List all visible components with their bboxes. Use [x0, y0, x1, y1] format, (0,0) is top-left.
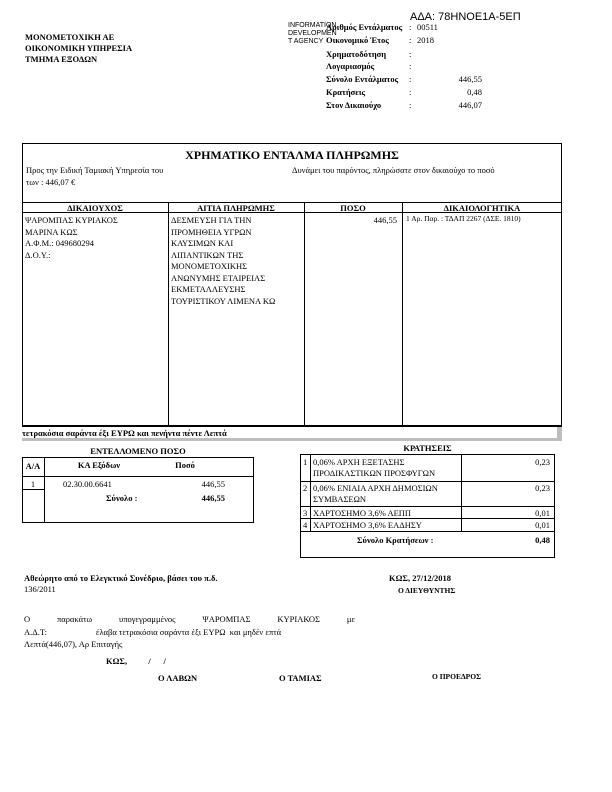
beneficiary-line: ΜΑΡΙΝΑ ΚΩΣ: [25, 226, 78, 237]
field-label: Λογαριασμός: [326, 61, 375, 71]
deduction-amount: 0,23: [535, 457, 550, 467]
col-divider: [168, 202, 169, 426]
audit-line: 136/2011: [24, 584, 56, 594]
warrant-title: ΧΡΗΜΑΤΙΚΟ ΕΝΤΑΛΜΑ ΠΛΗΡΩΜΗΣ: [185, 148, 399, 162]
agency-line: INFORMATION: [288, 22, 337, 29]
field-label: Χρηματοδότηση: [326, 49, 387, 59]
reason-block: [171, 215, 275, 307]
kos-signature-line: ΚΩΣ, / /: [106, 656, 166, 666]
amount-in-words: τετρακόσια σαράντα έξι ΕΥΡΩ και πενήντα πέντε Λεπτά: [22, 428, 227, 438]
col-divider: [304, 202, 305, 426]
audit-line: Αθεώρητο από το Ελεγκτικό Συνέδριο, βάσει του π.δ.: [24, 573, 218, 583]
commitment-total: 446,55: [201, 493, 225, 503]
col-header-beneficiary: ΔΙΚΑΙΟΥΧΟΣ: [67, 203, 123, 213]
org-line: ΜΟΝΟΜΕΤΟΧΙΚΗ ΑΕ: [25, 32, 115, 42]
ada-code: ΑΔΑ: 78ΗΝΟΕ1Α-5ΕΠ: [410, 11, 521, 23]
commitment-col-code: ΚΑ Εξόδων: [77, 460, 121, 470]
deduction-desc: [313, 457, 435, 479]
reason-line: ΠΡΟΜΗΘΕΙΑ ΥΓΡΩΝ: [171, 226, 252, 237]
deduction-num: 2: [303, 483, 308, 493]
deduction-desc-line: ΧΑΡΤΟΣΗΜΟ 3,6% ΕΑΔΗΣΥ: [313, 520, 422, 530]
commitment-row-rule: [22, 489, 44, 490]
intro-right: Δυνάμει του παρόντος, πληρώσατε στον δικαιούχο το ποσό: [292, 165, 495, 175]
receipt-word: με: [346, 614, 355, 624]
reason-line: ΤΟΥΡΙΣΤΙΚΟΥ ΛΙΜΕΝΑ ΚΩ: [171, 295, 276, 306]
deductions-amount-divider: [461, 454, 462, 532]
deductions-total: 0,48: [535, 535, 550, 545]
intro-amount: των : 446,07 €: [26, 177, 76, 187]
reason-line: ΑΝΩΝΥΜΗΣ ΕΤΑΙΡΕΙΑΣ: [171, 272, 266, 283]
deduction-amount: 0,23: [535, 483, 550, 493]
deduction-num: 3: [303, 508, 308, 518]
deduction-desc-line: ΠΡΟΔΙΚΑΣΤΙΚΩΝ ΠΡΟΣΦΥΓΩΝ: [313, 468, 436, 478]
deduction-desc-line: 0,06% ΑΡΧΗ ΕΞΕΤΑΣΗΣ: [313, 457, 405, 467]
deduction-desc: [313, 483, 438, 505]
reason-line: ΜΟΝΟΜΕΤΟΧΙΚΗΣ: [171, 261, 248, 271]
org-line: ΟΙΚΟΝΟΜΙΚΗ ΥΠΗΡΕΣΙΑ: [25, 43, 133, 53]
intro-left: Προς την Ειδική Ταμιακή Υπηρεσία του: [26, 165, 164, 175]
col-header-amount: ΠΟΣΟ: [340, 203, 366, 213]
col-header-reason: ΑΙΤΙΑ ΠΛΗΡΩΜΗΣ: [197, 203, 275, 213]
words-top-rule: [22, 426, 562, 427]
field-value: 2018: [417, 35, 434, 45]
beneficiary-line: Α.Φ.Μ.: 049680294: [25, 238, 95, 248]
beneficiary-line: ΨΑΡΟΜΠΑΣ ΚΥΡΙΑΚΟΣ: [25, 215, 118, 225]
warrant-amount: 446,55: [373, 215, 397, 225]
field-label: Αριθμός Εντάλματος: [326, 22, 403, 32]
deductions-row-rule: [300, 506, 555, 507]
deduction-num: 4: [303, 520, 308, 530]
field-colon: :: [409, 49, 412, 59]
receipt-word: παρακάτω: [57, 614, 93, 624]
field-colon: :: [409, 100, 412, 110]
field-colon: :: [409, 22, 412, 32]
place-date: ΚΩΣ, 27/12/2018: [389, 573, 451, 583]
audit-note: [24, 573, 218, 595]
cashier-title: Ο ΤΑΜΙΑΣ: [279, 673, 322, 683]
organization-block: [25, 32, 132, 65]
deductions-total-label: Σύνολο Κρατήσεων :: [357, 535, 434, 545]
field-label: Οικονομικό Έτος: [326, 35, 389, 45]
field-label: Στον Δικαιούχο: [326, 100, 382, 110]
reason-line: ΔΕΣΜΕΥΣΗ ΓΙΑ ΤΗΝ: [171, 215, 252, 225]
agency-line: T AGENCY: [288, 38, 324, 45]
col-divider: [402, 202, 403, 426]
reason-line: ΕΚΜΕΤΑΛΛΕΥΣΗΣ: [171, 284, 246, 294]
agency-line: DEVELOPMEN: [288, 30, 337, 37]
deductions-row-rule: [300, 481, 555, 482]
deduction-amount: 0,01: [535, 508, 550, 518]
commitment-col-aa: Α/Α: [25, 461, 41, 471]
field-colon: :: [409, 61, 412, 71]
receipt-line-1: [24, 614, 355, 624]
president-title: Ο ΠΡΟΕΔΡΟΣ: [432, 672, 481, 681]
deduction-desc-line: 0,06% ΕΝΙΑΙΑ ΑΡΧΗ ΔΗΜΟΣΙΩΝ: [313, 483, 438, 493]
receipt-line-3: Λεπτά(446,07), Αρ Επιταγής: [24, 639, 123, 649]
field-colon: :: [409, 87, 412, 97]
field-value: 446,55: [458, 74, 482, 84]
org-line: ΤΜΗΜΑ ΕΞΟΔΩΝ: [25, 54, 98, 64]
deduction-num: 1: [303, 457, 308, 467]
deductions-row-rule: [300, 531, 555, 532]
beneficiary-block: [25, 215, 118, 261]
director-title: Ο ΔΙΕΥΘΥΝΤΗΣ: [398, 586, 456, 595]
receipt-line-2: Α.Δ.Τ: έλαβα τετρακόσια σαράντα έξι ΕΥΡΩ και μηδέν επτά: [24, 627, 282, 637]
receipt-word: ΚΥΡΙΑΚΟΣ: [277, 614, 320, 624]
field-value: 446,07: [458, 100, 482, 110]
deductions-title: ΚΡΑΤΗΣΕΙΣ: [403, 443, 452, 453]
receipt-word: ΨΑΡΟΜΠΑΣ: [202, 614, 251, 624]
words-shadow-bottom: [22, 438, 562, 441]
commitment-total-label: Σύνολο :: [106, 493, 138, 503]
col-header-supporting: ΔΙΚΑΙΟΛΟΓΗΤΙΚΑ: [443, 203, 521, 213]
commitment-col-amount: Ποσό: [175, 460, 195, 470]
warrant-box: [22, 143, 562, 426]
reason-line: ΚΑΥΣΙΜΩΝ ΚΑΙ: [171, 238, 234, 248]
deduction-amount: 0,01: [535, 520, 550, 530]
field-colon: :: [409, 35, 412, 45]
deduction-desc-line: ΧΑΡΤΟΣΗΜΟ 3,6% ΑΕΠΠ: [313, 508, 412, 518]
field-value: 00511: [417, 22, 438, 32]
field-colon: :: [409, 74, 412, 84]
receipt-word: υπογεγραμμένος: [119, 614, 176, 624]
deductions-num-divider: [310, 454, 311, 532]
reason-line: ΛΙΠΑΝΤΙΚΩΝ ΤΗΣ: [171, 249, 244, 260]
commitment-row-amount: 446,55: [201, 479, 225, 489]
receipt-word: Ο: [24, 614, 31, 624]
beneficiary-line: Δ.Ο.Υ.:: [25, 249, 51, 260]
deductions-row-rule: [300, 518, 555, 519]
commitment-row-code: 02.30.00.6641: [63, 479, 112, 489]
commitment-row-aa: 1: [30, 479, 36, 489]
supporting-docs: 1 Αρ. Παρ. : ΤΔΑΠ 2267 (ΔΣΕ. 1810): [406, 214, 521, 223]
receiver-title: Ο ΛΑΒΩΝ: [158, 673, 198, 683]
field-label: Κρατήσεις: [326, 87, 366, 97]
deduction-desc-line: ΣΥΜΒΑΣΕΩΝ: [313, 494, 367, 504]
commitment-header-rule: [22, 476, 254, 477]
field-label: Σύνολο Εντάλματος: [326, 74, 399, 84]
field-value: 0,48: [467, 87, 482, 97]
commitment-title: ΕΝΤΕΛΛΟΜΕΝΟ ΠΟΣΟ: [90, 446, 186, 456]
